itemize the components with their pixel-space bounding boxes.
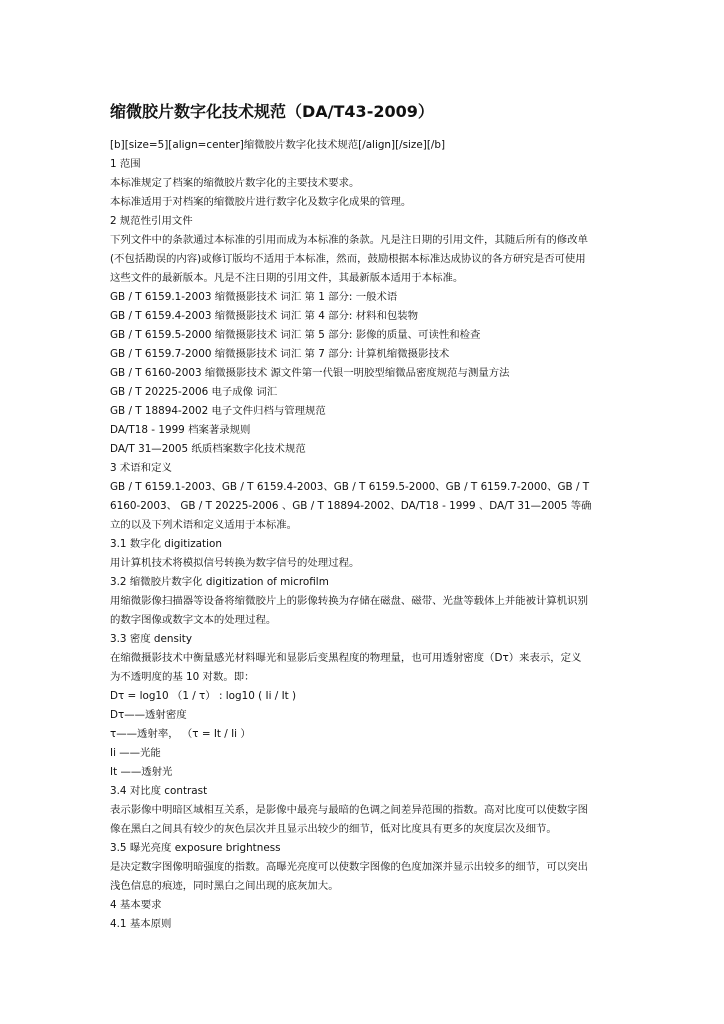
subsection-heading: 3.2 缩微胶片数字化 digitization of microfilm	[110, 576, 329, 588]
text-line: 表示影像中明暗区域相互关系，是影像中最亮与最暗的色调之间差异范围的指数。高对比度可以使数字图	[110, 804, 588, 816]
text-line: 本标准规定了档案的缩微胶片数字化的主要技术要求。	[110, 177, 360, 189]
reference-line: GB / T 18894-2002 电子文件归档与管理规范	[110, 405, 326, 417]
text-line: [b][size=5][align=center]缩微胶片数字化技术规范[/align][/size][/b]	[110, 139, 446, 151]
section-heading: 3 术语和定义	[110, 462, 172, 474]
reference-line: GB / T 6160-2003 缩微摄影技术 源文件第一代银一明胶型缩微品密度规范与测量方法	[110, 367, 510, 379]
reference-line: DA/T18 - 1999 档案著录规则	[110, 424, 251, 436]
section-heading: 2 规范性引用文件	[110, 215, 193, 227]
reference-line: GB / T 6159.1-2003 缩微摄影技术 词汇 第 1 部分: 一般术语	[110, 291, 398, 303]
subsection-heading: 3.4 对比度 contrast	[110, 785, 208, 797]
reference-line: GB / T 6159.4-2003 缩微摄影技术 词汇 第 4 部分: 材料和包装物	[110, 310, 419, 322]
subsection-heading: 3.1 数字化 digitization	[110, 538, 222, 550]
reference-line: GB / T 6159.5-2000 缩微摄影技术 词汇 第 5 部分: 影像的质量、可读性和检查	[110, 329, 481, 341]
formula-line: It ——透射光	[110, 766, 173, 778]
text-line: 立的以及下列术语和定义适用于本标准。	[110, 519, 298, 531]
text-line: (不包括勘误的内容)或修订版均不适用于本标准，然而，鼓励根据本标准达成协议的各方研究是否可使用	[110, 253, 586, 265]
text-line: 用缩微影像扫描器等设备将缩微胶片上的影像转换为存储在磁盘、磁带、光盘等载体上并能被计算机识别	[110, 595, 588, 607]
reference-line: DA/T 31—2005 纸质档案数字化技术规范	[110, 443, 306, 455]
text-line: 为不透明度的基 10 对数。即：	[110, 671, 255, 683]
text-line: 浅色信息的痕迹，同时黑白之间出现的底灰加大。	[110, 880, 339, 892]
subsection-heading: 3.3 密度 density	[110, 633, 193, 645]
formula-line: Ii ——光能	[110, 747, 161, 759]
reference-line: GB / T 20225-2006 电子成像 词汇	[110, 386, 278, 398]
text-line: 的数字图像或数字文本的处理过程。	[110, 614, 277, 626]
section-heading: 1 范围	[110, 158, 141, 170]
text-line: 下列文件中的条款通过本标准的引用而成为本标准的条款。凡是注日期的引用文件，其随后所有的修改单	[110, 234, 588, 246]
text-line: 是决定数字图像明暗强度的指数。高曝光亮度可以使数字图像的色度加深并显示出较多的细节，可以突出	[110, 861, 588, 873]
text-line: 在缩微摄影技术中衡量感光材料曝光和显影后变黑程度的物理量，也可用透射密度（Dτ）来表示，定义	[110, 652, 582, 664]
section-heading: 4 基本要求	[110, 899, 162, 911]
formula-line: Dτ——透射密度	[110, 709, 187, 721]
text-line: GB / T 6159.1-2003、GB / T 6159.4-2003、GB / T 6159.5-2000、GB / T 6159.7-2000、GB / T	[110, 481, 590, 493]
subsection-heading: 3.5 曝光亮度 exposure brightness	[110, 842, 281, 854]
subsection-heading: 4.1 基本原则	[110, 918, 172, 930]
text-line: 像在黑白之间具有较少的灰色层次并且显示出较少的细节，低对比度具有更多的灰度层次及细节。	[110, 823, 557, 835]
text-line: 这些文件的最新版本。凡是不注日期的引用文件，其最新版本适用于本标准。	[110, 272, 464, 284]
document-body	[110, 136, 618, 934]
text-line: 6160-2003、 GB / T 20225-2006 、GB / T 18894-2002、DA/T18 - 1999 、DA/T 31—2005 等确	[110, 500, 592, 512]
text-line: 用计算机技术将模拟信号转换为数字信号的处理过程。	[110, 557, 360, 569]
document-title: 缩微胶片数字化技术规范（DA/T43-2009）	[110, 102, 434, 121]
text-line: 本标准适用于对档案的缩微胶片进行数字化及数字化成果的管理。	[110, 196, 412, 208]
formula-line: τ——透射率， （τ = It / Ii ）	[110, 728, 251, 740]
reference-line: GB / T 6159.7-2000 缩微摄影技术 词汇 第 7 部分: 计算机缩微摄影技术	[110, 348, 450, 360]
formula-line: Dτ = log10 （1 / τ） : log10 ( Ii / It )	[110, 690, 297, 702]
